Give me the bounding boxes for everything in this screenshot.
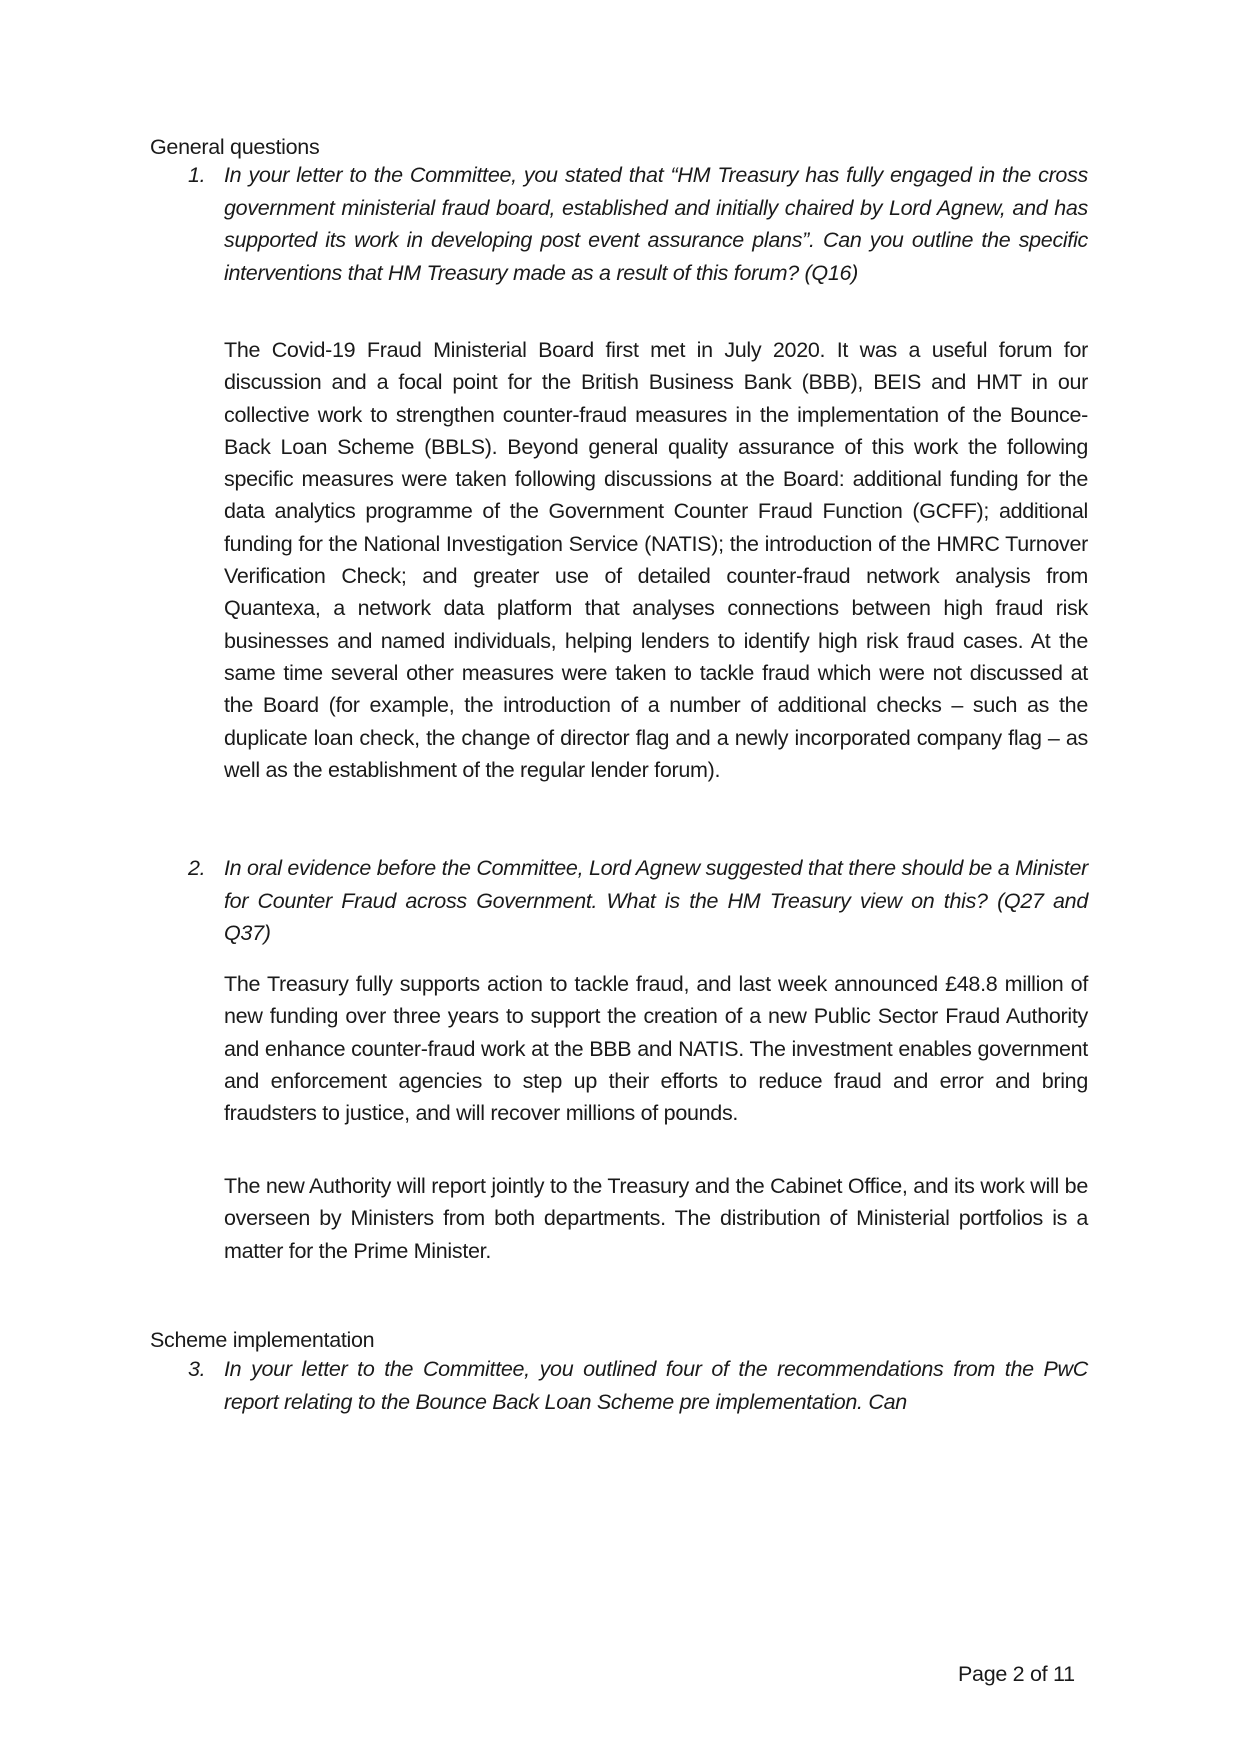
question-number: 2. xyxy=(188,856,206,880)
answer-1-paragraph-1: The Covid-19 Fraud Ministerial Board first met in July 2020. It was a useful forum for discussion and a focal point for the British Business Bank (BBB), BEIS and HMT in our collective work to strengthen counter-fraud measures in the implementation of the Bounce-Back Loan Scheme (BBLS). Beyond general quality assurance of this work the following specific measures were taken following discussions at the Board: additional funding for the data analytics programme of the Government Counter Fraud Function (GCFF); additional funding for the National Investigation Service (NATIS); the introduction of the HMRC Turnover Verification Check; and greater use of detailed counter-fraud network analysis from Quantexa, a network data platform that analyses connections between high fraud risk businesses and named individuals, helping lenders to identify high risk fraud cases. At the same time several other measures were taken to tackle fraud which were not discussed at the Board (for example, the introduction of a number of additional checks – such as the duplicate loan check, the change of director flag and a newly incorporated company flag – as well as the establishment of the regular lender forum). xyxy=(224,338,1088,782)
section-heading-scheme-implementation: Scheme implementation xyxy=(150,1328,375,1352)
section-heading-general-questions: General questions xyxy=(150,135,320,159)
answer-2-paragraph-1: The Treasury fully supports action to tackle fraud, and last week announced £48.8 million of new funding over three years to support the creation of a new Public Sector Fraud Authority and enhance counter-fraud work at the BBB and NATIS. The investment enables government and enforcement agencies to step up their efforts to reduce fraud and error and bring fraudsters to justice, and will recover millions of pounds. xyxy=(224,972,1088,1126)
question-text: In your letter to the Committee, you outlined four of the recommendations from the PwC report relating to the Bounce Back Loan Scheme pre implementation. Can xyxy=(224,1357,1088,1414)
question-text: In your letter to the Committee, you stated that “HM Treasury has fully engaged in the cross government ministerial fraud board, established and initially chaired by Lord Agnew, and has supported its work in developing post event assurance plans”. Can you outline the specific interventions that HM Treasury made as a result of this forum? (Q16) xyxy=(224,163,1088,285)
answer-2-paragraph-2: The new Authority will report jointly to the Treasury and the Cabinet Office, and its work will be overseen by Ministers from both departments. The distribution of Ministerial portfolios is a matter for the Prime Minister. xyxy=(224,1174,1088,1263)
question-text: In oral evidence before the Committee, Lord Agnew suggested that there should be a Minister for Counter Fraud across Government. What is the HM Treasury view on this? (Q27 and Q37) xyxy=(224,856,1088,945)
question-number: 1. xyxy=(188,163,206,187)
question-1 xyxy=(188,159,1088,289)
question-2 xyxy=(188,852,1088,950)
question-number: 3. xyxy=(188,1357,206,1381)
question-3 xyxy=(188,1353,1088,1418)
page-number: Page 2 of 11 xyxy=(958,1662,1075,1686)
